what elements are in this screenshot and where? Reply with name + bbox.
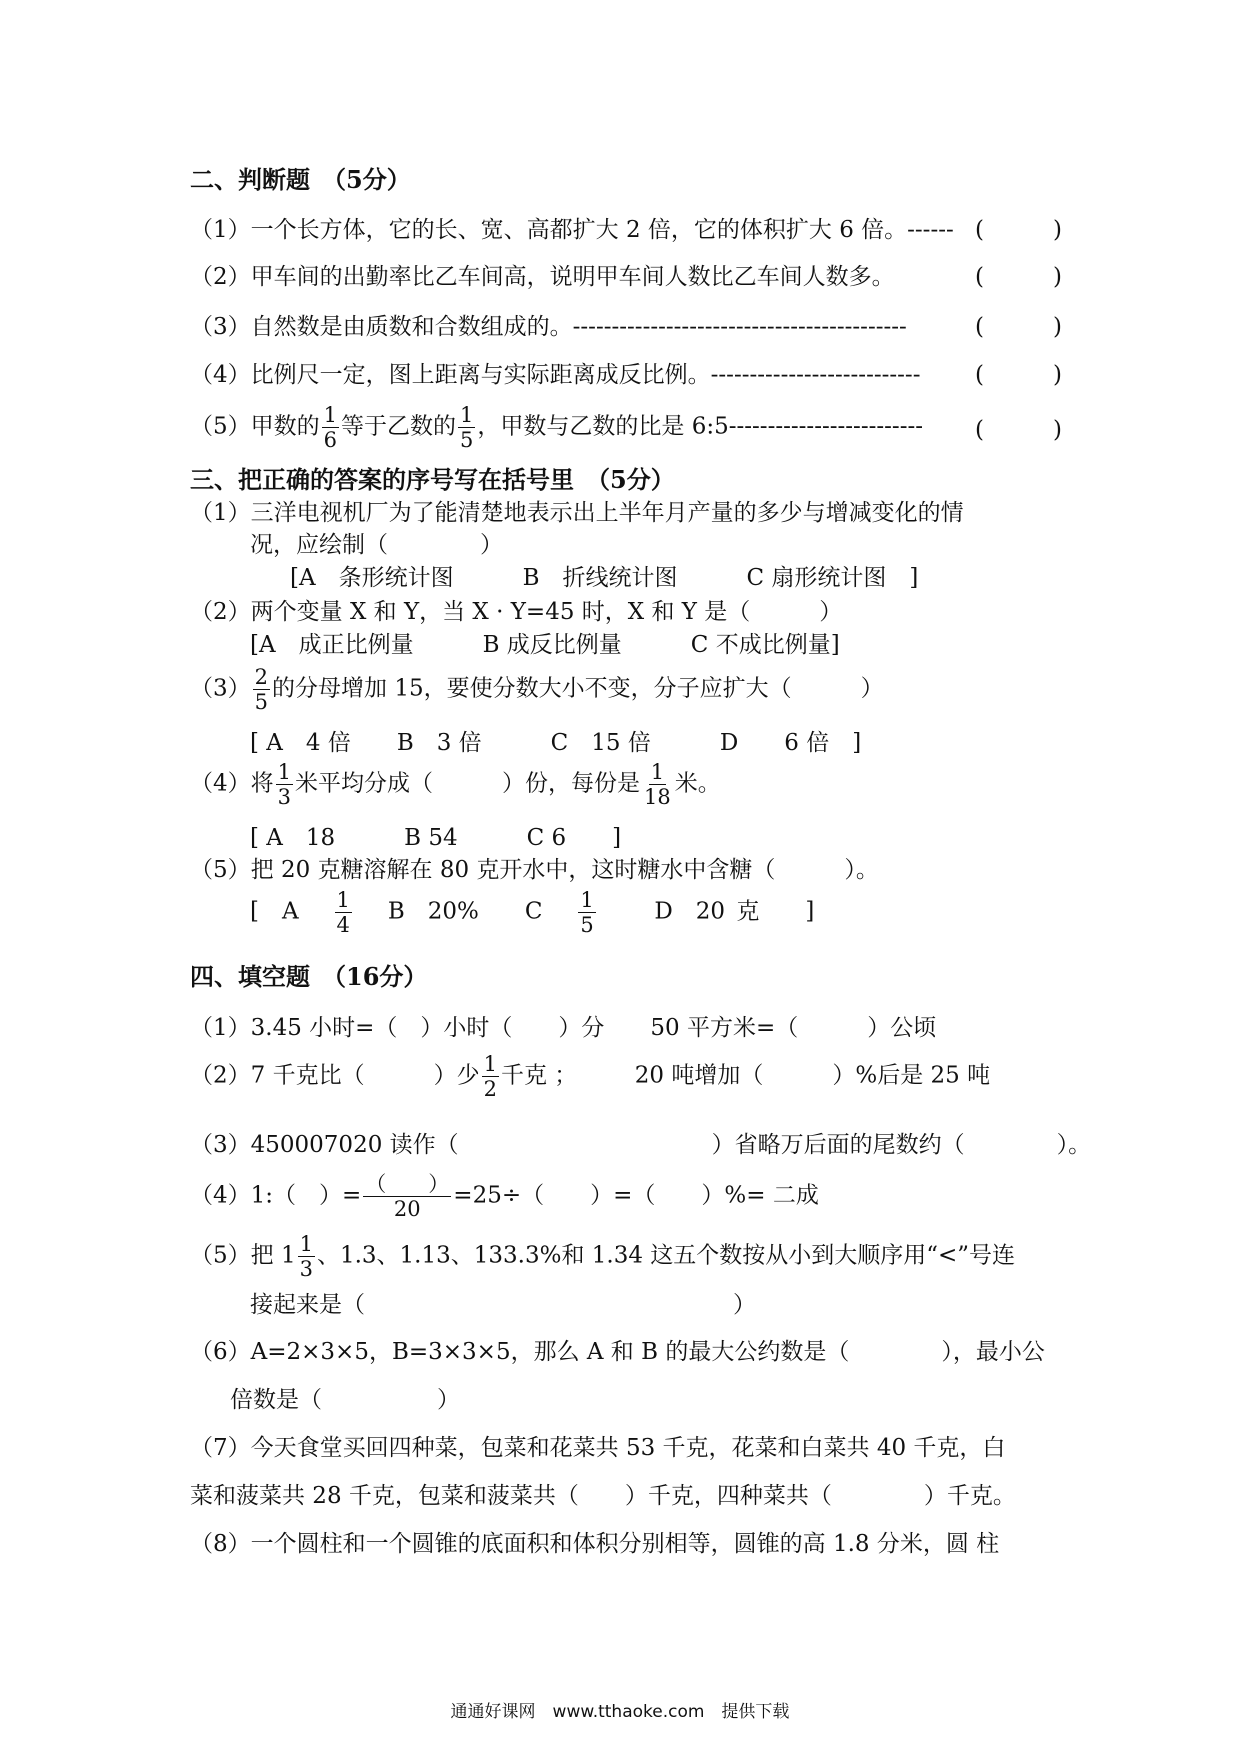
s2-q4: （4）比例尺一定，图上距离与实际距离成反比例。--------------------------- xyxy=(190,362,921,388)
section-2-title: 二、判断题 （5分） xyxy=(190,165,411,194)
s4-q5-cont: 接起来是（ ） xyxy=(250,1292,756,1318)
fraction-denominator: 5 xyxy=(580,913,594,937)
s3-q5-options xyxy=(250,888,814,937)
s3-q3-prefix: （3） xyxy=(190,675,251,702)
s3-q2: （2）两个变量 X 和 Y，当 X · Y=45 时，X 和 Y 是（ ） xyxy=(190,599,843,625)
fraction-numerator: （ ） xyxy=(365,1172,450,1196)
s4-q5-text: 、1.3、1.13、133.3%和 1.34 这五个数按从小到大顺序用“<”号连 xyxy=(316,1242,1016,1269)
fraction-denominator: 18 xyxy=(644,785,671,809)
fraction-denominator: 6 xyxy=(323,428,338,452)
section-4-title: 四、填空题 （16分） xyxy=(190,962,428,991)
fraction-denominator: 20 xyxy=(393,1197,421,1221)
answer-paren: ( ) xyxy=(975,314,1062,340)
s3-q4-text: 米平均分成（ ）份，每份是 xyxy=(295,770,641,797)
answer-paren: ( ) xyxy=(975,217,1062,243)
s4-q7: （7）今天食堂买回四种菜，包菜和花菜共 53 千克，花菜和白菜共 40 千克，白 xyxy=(190,1435,1006,1461)
fraction-denominator: 3 xyxy=(299,1257,313,1281)
fraction-denominator: 5 xyxy=(460,428,474,452)
fraction-numerator: 1 xyxy=(460,403,474,427)
footer-source: 通通好课网 www.tthaoke.com 提供下载 xyxy=(450,1702,790,1722)
answer-paren: ( ) xyxy=(975,362,1062,388)
s4-q6: （6）A=2×3×5，B=3×3×5，那么 A 和 B 的最大公约数是（ ），最小公 xyxy=(190,1339,1045,1365)
s3-q4-suffix: 米。 xyxy=(674,770,721,797)
fraction-numerator: 2 xyxy=(254,665,269,689)
s3-q4-options: [ A 18 B 54 C 6 ] xyxy=(250,825,622,851)
option-d: D 20 克 ] xyxy=(654,898,815,925)
fraction-denominator: 3 xyxy=(277,785,292,809)
fraction xyxy=(276,760,293,809)
fraction-numerator: 1 xyxy=(277,760,292,784)
section-3-title: 三、把正确的答案的序号写在括号里 （5分） xyxy=(190,465,675,494)
s2-q5-text-c: ，甲数与乙数的比是 6:5------------------------- xyxy=(477,413,924,440)
s4-q7-cont: 菜和菠菜共 28 千克，包菜和菠菜共（ ）千克，四种菜共（ ）千克。 xyxy=(190,1483,1016,1509)
s4-q3: （3）450007020 读作（ ）省略万后面的尾数约（ ）。 xyxy=(190,1132,1092,1158)
s4-q4-text: =25÷（ ）=（ ）%= 二成 xyxy=(453,1182,819,1209)
option-b-c: B 20% C xyxy=(387,898,543,925)
s4-q4-prefix: （4）1:（ ）= xyxy=(190,1182,362,1209)
s3-q1-options: [A 条形统计图 B 折线统计图 C 扇形统计图 ] xyxy=(290,565,919,591)
fraction xyxy=(578,888,595,937)
s4-q8: （8）一个圆柱和一个圆锥的底面积和体积分别相等，圆锥的高 1.8 分米，圆 柱 xyxy=(190,1531,1000,1557)
fraction xyxy=(335,888,352,937)
fraction xyxy=(642,760,673,809)
fraction xyxy=(253,665,270,714)
s3-q5: （5）把 20 克糖溶解在 80 克开水中，这时糖水中含糖（ ）。 xyxy=(190,857,879,883)
s2-q5-text-b: 等于乙数的 xyxy=(341,413,457,440)
s2-q5 xyxy=(190,403,923,452)
s3-q3 xyxy=(190,665,884,714)
s4-q5-prefix: （5）把 1 xyxy=(190,1242,296,1269)
s3-q4-prefix: （4）将 xyxy=(190,770,274,797)
s4-q4 xyxy=(190,1172,819,1221)
s4-q2-prefix: （2）7 千克比（ ）少 xyxy=(190,1062,480,1089)
s3-q1-cont: 况，应绘制（ ） xyxy=(250,532,503,558)
fraction xyxy=(458,403,475,452)
fraction xyxy=(482,1052,499,1101)
fraction-numerator: 1 xyxy=(336,888,350,912)
s4-q2-text: 千克 ； 20 吨增加（ ）%后是 25 吨 xyxy=(500,1062,991,1089)
s4-q1: （1）3.45 小时=（ ）小时（ ）分 50 平方米=（ ）公顷 xyxy=(190,1015,937,1041)
fraction xyxy=(322,403,339,452)
s3-q2-options: [A 成正比例量 B 成反比例量 C 不成比例量] xyxy=(250,632,840,658)
fraction-denominator: 5 xyxy=(254,690,269,714)
fraction-numerator: 1 xyxy=(299,1232,313,1256)
s2-q1: （1）一个长方体，它的长、宽、高都扩大 2 倍，它的体积扩大 6 倍。------ xyxy=(190,217,954,243)
fraction xyxy=(298,1232,315,1281)
s4-q6-cont: 倍数是（ ） xyxy=(230,1387,460,1413)
fraction-numerator: 1 xyxy=(650,760,665,784)
s3-q1: （1）三洋电视机厂为了能清楚地表示出上半年月产量的多少与增减变化的情 xyxy=(190,500,964,526)
answer-paren: ( ) xyxy=(975,417,1062,443)
s4-q2 xyxy=(190,1052,990,1101)
s2-q5-text-a: （5）甲数的 xyxy=(190,413,320,440)
fraction-denominator: 4 xyxy=(336,913,350,937)
s4-q5 xyxy=(190,1232,1015,1281)
fraction-numerator: 1 xyxy=(323,403,338,427)
s2-q3: （3）自然数是由质数和合数组成的。------------------------------------------- xyxy=(190,314,907,340)
s3-q4 xyxy=(190,760,721,809)
fraction xyxy=(363,1172,451,1221)
fraction-numerator: 1 xyxy=(483,1052,497,1076)
option-a: [ A xyxy=(250,898,299,925)
fraction-denominator: 2 xyxy=(483,1077,497,1101)
s3-q3-options: [ A 4 倍 B 3 倍 C 15 倍 D 6 倍 ] xyxy=(250,730,862,756)
s2-q2: （2）甲车间的出勤率比乙车间高，说明甲车间人数比乙车间人数多。 xyxy=(190,264,895,290)
answer-paren: ( ) xyxy=(975,264,1062,290)
fraction-numerator: 1 xyxy=(580,888,594,912)
s3-q3-text: 的分母增加 15，要使分数大小不变，分子应扩大（ ） xyxy=(272,675,884,702)
